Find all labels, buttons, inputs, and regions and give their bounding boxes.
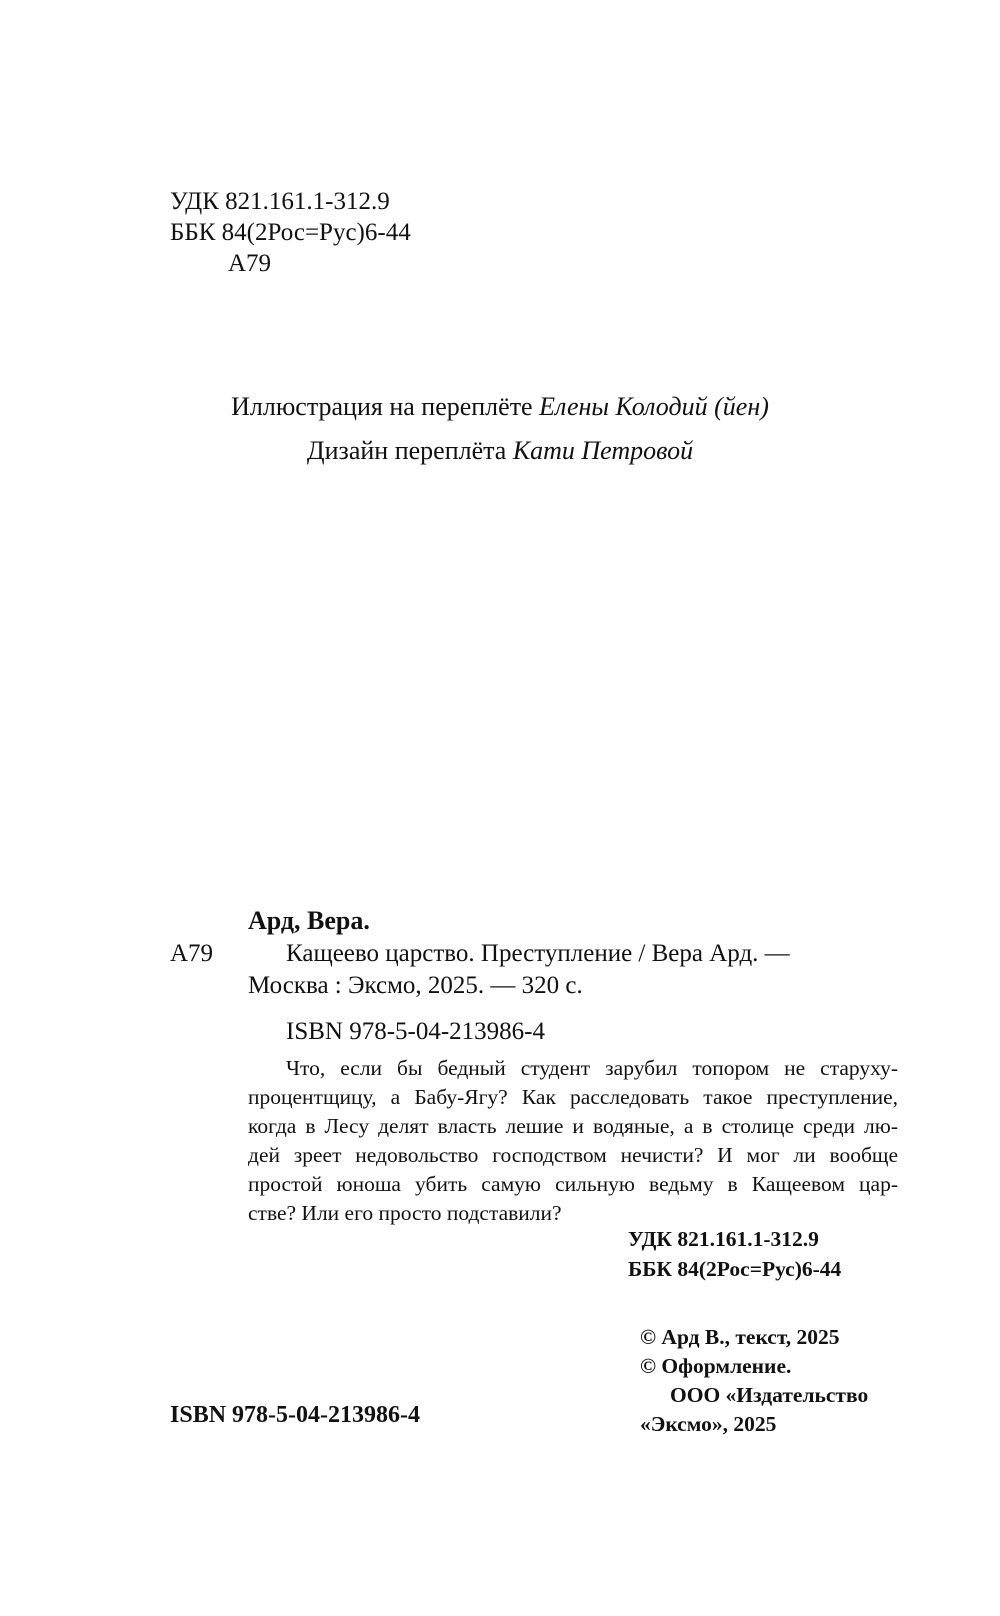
illustration-credit bbox=[0, 390, 1000, 434]
record-cutter-code: А79 bbox=[170, 940, 214, 967]
annotation-line: простой юноша убить самую сильную ведьму в Кащеевом цар- bbox=[248, 1172, 898, 1196]
annotation-line: когда в Лесу делят власть лешие и водяные, а в столице среди лю- bbox=[248, 1114, 898, 1138]
annotation-line: процентщицу, а Бабу-Ягу? Как расследовать такое преступление, bbox=[248, 1085, 898, 1109]
record-title-line: Кащеево царство. Преступление / Вера Ард. — bbox=[286, 940, 790, 967]
udk-code-bottom: УДК 821.161.1-312.9 bbox=[628, 1227, 819, 1251]
annotation-paragraph bbox=[248, 1054, 898, 1228]
isbn-bottom: ISBN 978-5-04-213986-4 bbox=[170, 1402, 420, 1428]
bbk-code: ББК 84(2Рос=Рус)6-44 bbox=[170, 219, 411, 246]
top-classification-codes bbox=[170, 186, 411, 279]
annotation-line: стве? Или его просто подставили? bbox=[248, 1201, 562, 1225]
copyright-publisher-year: «Эксмо», 2025 bbox=[640, 1412, 777, 1436]
record-author: Ард, Вера. bbox=[248, 906, 370, 935]
udk-code: УДК 821.161.1-312.9 bbox=[170, 188, 390, 215]
bottom-classification-codes bbox=[628, 1224, 841, 1284]
design-credit bbox=[0, 434, 1000, 478]
annotation-line: Что, если бы бедный студент зарубил топором не старуху- bbox=[286, 1056, 898, 1080]
credits-block bbox=[0, 390, 1000, 478]
cutter-code: А79 bbox=[228, 250, 272, 277]
copyright-author: © Ард В., текст, 2025 bbox=[640, 1325, 840, 1349]
copyright-design: © Оформление. bbox=[640, 1354, 792, 1378]
design-credit-prefix: Дизайн переплёта bbox=[306, 436, 507, 465]
annotation-line: дей зреет недовольство господством нечисти? И мог ли вообще bbox=[248, 1143, 898, 1167]
designer-name: Кати Петровой bbox=[512, 436, 694, 465]
record-imprint-line: Москва : Эксмо, 2025. — 320 с. bbox=[248, 972, 583, 999]
copyright-publisher: ООО «Издательство bbox=[670, 1383, 869, 1407]
illustration-credit-prefix: Иллюстрация на переплёте bbox=[231, 392, 533, 421]
illustrator-name: Елены Колодий (йен) bbox=[539, 392, 769, 421]
bbk-code-bottom: ББК 84(2Рос=Рус)6-44 bbox=[628, 1257, 842, 1281]
record-isbn: ISBN 978-5-04-213986-4 bbox=[286, 1018, 546, 1045]
copyright-block bbox=[640, 1323, 868, 1439]
